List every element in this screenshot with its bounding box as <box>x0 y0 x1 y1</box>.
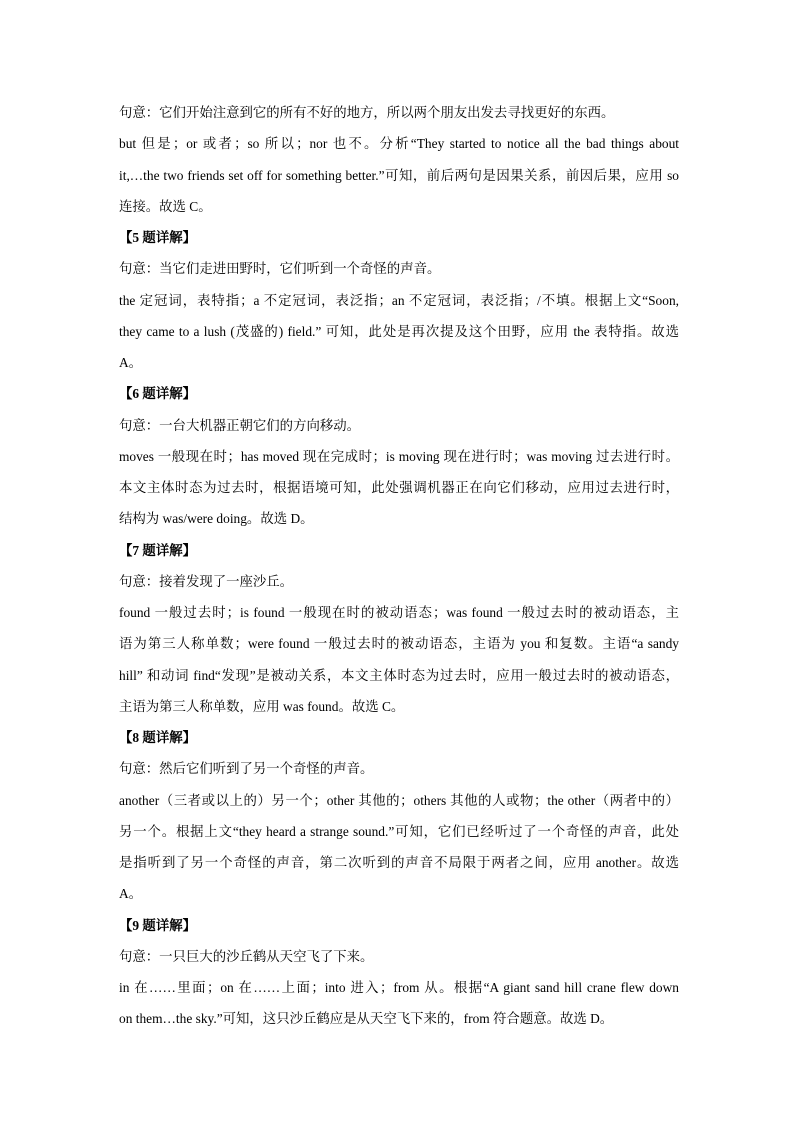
section-heading: 【5 题详解】 <box>119 230 196 245</box>
paragraph-line: hill” 和动词 find“发现”是被动关系，本文主体时态为过去时，应用一般过去时的被动语态， <box>119 667 679 683</box>
paragraph-line: 是指听到了另一个奇怪的声音，第二次听到的声音不局限于两者之间，应用 another。故选 <box>119 855 679 870</box>
section-heading: 【7 题详解】 <box>119 542 196 558</box>
paragraph-line: moves 一般现在时；has moved 现在完成时；is moving 现在进行时；was moving 过去进行时。 <box>119 448 679 464</box>
paragraph-line: 结构为 was/were doing。故选 D。 <box>119 511 314 527</box>
paragraph-line: 本文主体时态为过去时，根据语境可知，此处强调机器正在向它们移动，应用过去进行时， <box>119 480 679 495</box>
section-heading: 【9 题详解】 <box>119 917 196 933</box>
paragraph-line: 句意：然后它们听到了另一个奇怪的声音。 <box>119 761 374 777</box>
answer-explanations <box>119 97 679 1035</box>
paragraph-line: but 但是；or 或者；so 所以；nor 也不。分析“They started to notice all the bad things about <box>119 136 679 152</box>
paragraph-line: 语为第三人称单数；were found 一般过去时的被动语态，主语为 you 和复数。主语“a sandy <box>119 636 679 652</box>
paragraph-line: 句意：当它们走进田野时，它们听到一个奇怪的声音。 <box>119 261 441 277</box>
paragraph-line: A。 <box>119 355 143 370</box>
paragraph-line: in 在……里面；on 在……上面；into 进入；from 从。根据“A giant sand hill crane flew down <box>119 980 679 995</box>
paragraph-line: it,…the two friends set off for something better.”可知，前后两句是因果关系，前因后果，应用 so <box>119 167 679 183</box>
paragraph-line: on them…the sky.”可知，这只沙丘鹤应是从天空飞下来的，from 符合题意。故选 D。 <box>119 1011 614 1027</box>
paragraph-line: 另一个。根据上文“they heard a strange sound.”可知，它们已经听过了一个奇怪的声音，此处 <box>119 823 679 839</box>
paragraph-line: another（三者或以上的）另一个；other 其他的；others 其他的人或物；the other（两者中的） <box>119 792 679 808</box>
paragraph-line: they came to a lush (茂盛的) field.” 可知，此处是再次提及这个田野，应用 the 表特指。故选 <box>119 323 679 339</box>
section-heading: 【6 题详解】 <box>119 386 196 402</box>
paragraph-line: 句意：一只巨大的沙丘鹤从天空飞了下来。 <box>119 948 374 964</box>
paragraph-line: 连接。故选 C。 <box>119 198 212 214</box>
paragraph-line: A。 <box>119 886 143 902</box>
paragraph-line: 句意：接着发现了一座沙丘。 <box>119 573 294 589</box>
paragraph-line: 主语为第三人称单数，应用 was found。故选 C。 <box>119 698 405 714</box>
paragraph-line: the 定冠词，表特指；a 不定冠词，表泛指；an 不定冠词，表泛指；/不填。根据上文“Soon, <box>119 292 679 308</box>
section-heading: 【8 题详解】 <box>119 730 196 745</box>
paragraph-line: 句意：它们开始注意到它的所有不好的地方，所以两个朋友出发去寻找更好的东西。 <box>119 105 615 120</box>
paragraph-line: 句意：一台大机器正朝它们的方向移动。 <box>119 417 361 433</box>
paragraph-line: found 一般过去时；is found 一般现在时的被动语态；was found 一般过去时的被动语态，主 <box>119 605 679 620</box>
